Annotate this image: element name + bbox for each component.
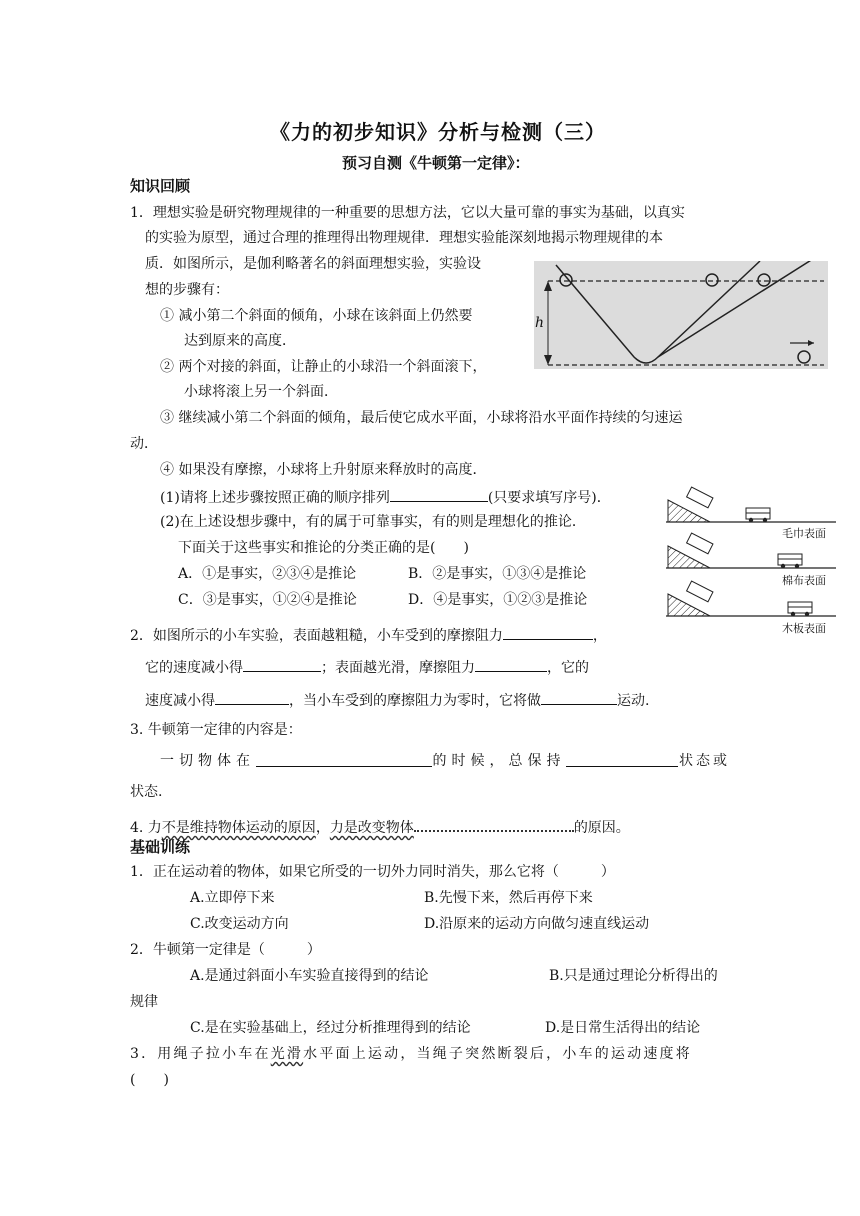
galileo-incline-figure <box>534 261 828 369</box>
q1-line2: 的实验为原型，通过合理的推理得出物理规律．理想实验能深刻地揭示物理规律的本 <box>145 230 663 246</box>
b1-option-a[interactable]: A.立即停下来 <box>190 890 275 906</box>
q3-text: 一切物体在 <box>160 753 255 769</box>
b2-question: 2．牛顿第一定律是（ ） <box>130 942 321 958</box>
q1-sub1 <box>160 486 611 508</box>
b3-question <box>130 1044 692 1064</box>
q1-line3: 质．如图所示，是伽利略著名的斜面理想实验，实验设 <box>145 256 481 272</box>
b1-option-b[interactable]: B.先慢下来，然后再停下来 <box>424 890 593 906</box>
surface-label-cotton: 棉布表面 <box>782 574 826 587</box>
q1-line4: 想的步骤有： <box>145 282 229 298</box>
q1-step2b: 小球将滚上另一个斜面． <box>184 384 338 400</box>
q1-step3a: ③ 继续减小第二个斜面的倾角，最后使它成水平面，小球将沿水平面作持续的匀速运 <box>160 410 683 426</box>
height-label: h <box>535 315 545 331</box>
b1-option-d[interactable]: D.沿原来的运动方向做匀速直线运动 <box>424 916 650 932</box>
surface-towel-setup <box>666 487 836 522</box>
q1-line1: 1．理想实验是研究物理规律的一种重要的思想方法，它以大量可靠的事实为基础，以真实 <box>130 205 685 221</box>
q2-blank-speed2[interactable] <box>215 689 289 705</box>
q1-sub1-pre: (1)请将上述步骤按照正确的顺序排列 <box>160 490 390 506</box>
section-heading-basic: 基础训练 <box>130 838 191 856</box>
q1-step1b: 达到原来的高度． <box>184 333 296 349</box>
q2-text: 速度减小得 <box>145 693 215 709</box>
q3-blank-condition[interactable] <box>256 751 432 767</box>
b2-option-d[interactable]: D.是日常生活得出的结论 <box>545 1020 701 1036</box>
q2-blank-speed1[interactable] <box>243 656 321 672</box>
q3-line1 <box>160 751 730 771</box>
q2-blank-friction2[interactable] <box>475 656 547 672</box>
q1-sub2b: 下面关于这些事实和推论的分类正确的是( ) <box>178 540 469 556</box>
section-heading-review: 知识回顾 <box>130 177 191 195</box>
q4-wavy-text: 不是维持物体运动的原因 <box>161 820 316 836</box>
b3-text: 3．用绳子拉小车在 <box>130 1046 271 1062</box>
b3-answer-paren[interactable]: ( ) <box>130 1072 169 1088</box>
q3-text: 状态或 <box>679 753 730 769</box>
q3-text: 的时候，总保持 <box>432 753 566 769</box>
q3-blank-state1[interactable] <box>566 751 678 767</box>
q2-blank-friction[interactable] <box>503 624 593 640</box>
q1-option-c[interactable]: C．③是事实，①②④是推论 <box>178 592 357 608</box>
b3-text: 水平面上运动，当绳子突然断裂后，小车的运动速度将 <box>303 1046 692 1062</box>
q1-step1a: ① 减小第二个斜面的倾角，小球在该斜面上仍然要 <box>160 308 473 324</box>
q1-option-b[interactable]: B．②是事实，①③④是推论 <box>408 566 587 582</box>
b2-option-c[interactable]: C.是在实验基础上，经过分析推理得到的结论 <box>190 1020 471 1036</box>
b2-option-b[interactable]: B.只是通过理论分析得出的 <box>549 968 718 984</box>
q4-text: ， <box>315 820 330 836</box>
surface-label-towel: 毛巾表面 <box>782 527 826 540</box>
page-subtitle: 预习自测《牛顿第一定律》： <box>342 154 530 172</box>
q1-option-d[interactable]: D．④是事实，①②③是推论 <box>408 592 588 608</box>
surface-label-wood: 木板表面 <box>782 622 826 635</box>
b1-option-c[interactable]: C.改变运动方向 <box>190 916 289 932</box>
q4-text: 的原因。 <box>573 820 630 836</box>
q2-text: ，它的 <box>547 660 589 676</box>
q2-text: 运动. <box>617 693 650 709</box>
q4-text: 4. 力 <box>130 820 162 836</box>
q4-blank[interactable] <box>414 815 574 832</box>
q1-option-a[interactable]: A．①是事实，②③④是推论 <box>178 566 357 582</box>
q2-blank-motion[interactable] <box>541 689 617 705</box>
q2-text: ；表面越光滑，摩擦阻力 <box>321 660 475 676</box>
q1-step2a: ② 两个对接的斜面，让静止的小球沿一个斜面滚下， <box>160 359 487 375</box>
q3-head: 3. 牛顿第一定律的内容是： <box>130 722 302 738</box>
q1-sub2: (2)在上述设想步骤中，有的属于可靠事实，有的则是理想化的推论． <box>160 514 586 530</box>
b1-question: 1．正在运动着的物体，如果它所受的一切外力同时消失，那么它将（ ） <box>130 864 615 880</box>
b3-wavy-text: 光滑 <box>270 1046 304 1062</box>
page-title: 《力的初步知识》分析与检测（三） <box>270 120 606 144</box>
q2-line2 <box>145 656 589 678</box>
q4-line <box>130 815 630 838</box>
cart-surfaces-figure <box>666 482 838 634</box>
b2-option-b-cont: 规律 <box>130 994 158 1010</box>
q2-text: ，当小车受到的摩擦阻力为零时，它将做 <box>289 693 541 709</box>
q2-text: 它的速度减小得 <box>145 660 243 676</box>
q1-sub1-blank[interactable] <box>390 486 488 502</box>
q1-sub1-post: (只要求填写序号)． <box>487 490 611 506</box>
q4-wavy-text: 力是改变物体 <box>329 820 414 836</box>
q1-step3b: 动． <box>130 436 158 452</box>
b2-option-a[interactable]: A.是通过斜面小车实验直接得到的结论 <box>190 968 429 984</box>
q2-line1 <box>130 624 607 646</box>
q1-step4: ④ 如果没有摩擦，小球将上升射原来释放时的高度． <box>160 462 487 478</box>
q3-line2: 状态. <box>130 784 163 800</box>
q2-text: 2．如图所示的小车实验，表面越粗糙，小车受到的摩擦阻力 <box>130 628 503 644</box>
q2-line3 <box>145 689 649 711</box>
q2-text: ， <box>592 628 607 644</box>
